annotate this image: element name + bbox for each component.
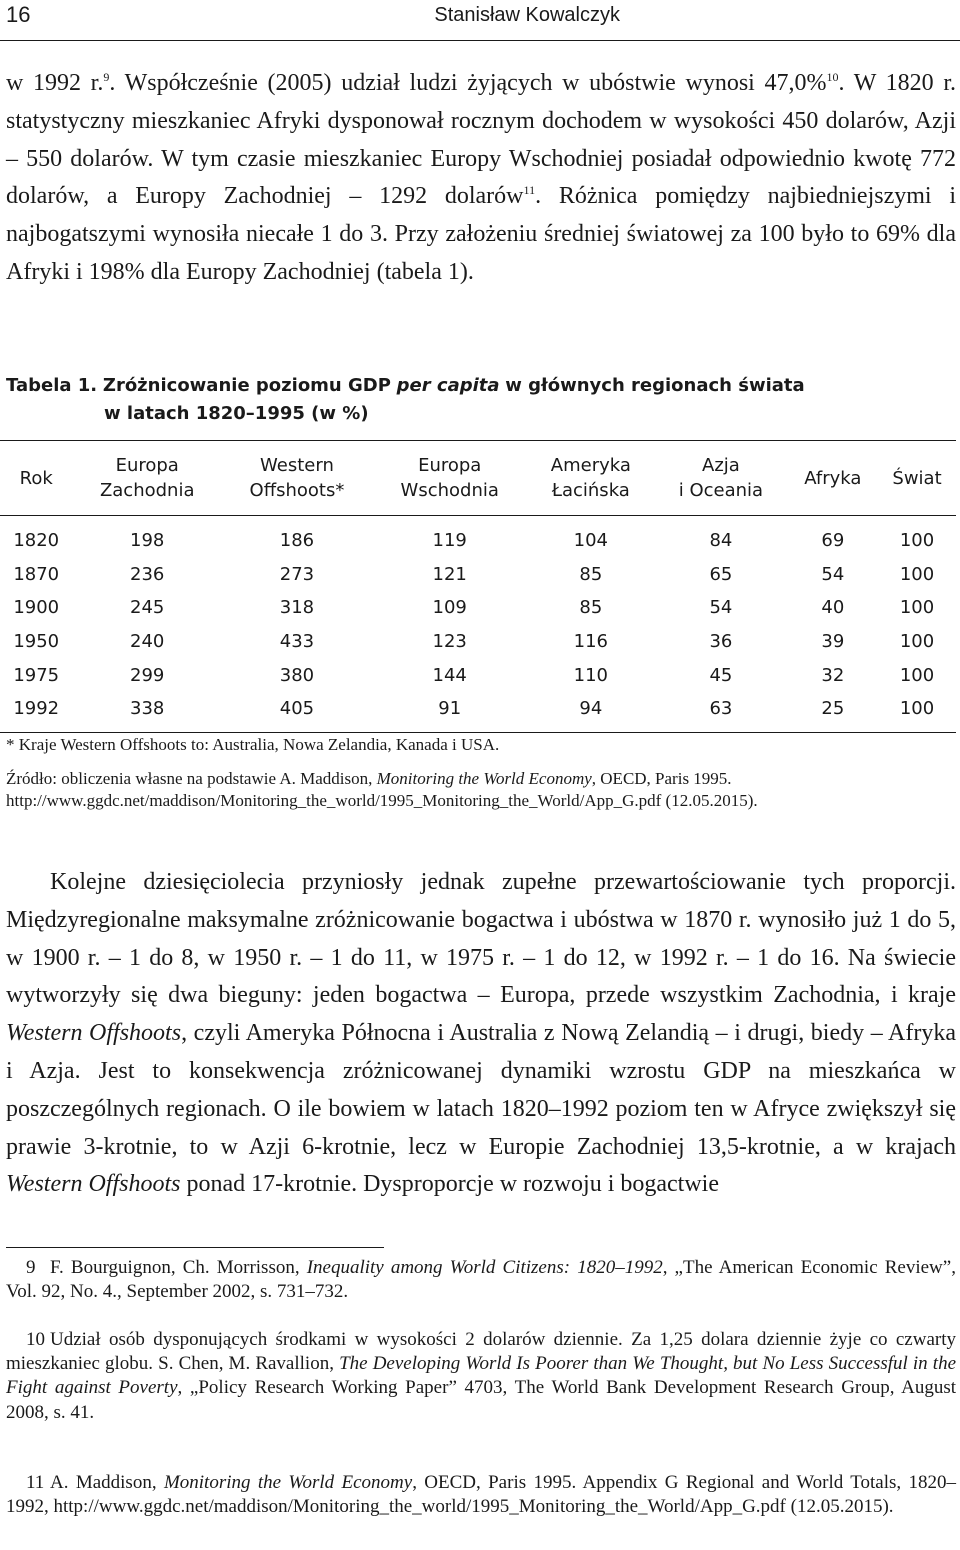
table-caption-label: Tabela 1. <box>6 375 98 396</box>
value-cell: 123 <box>432 631 467 653</box>
footnote-11-number: 11 <box>26 1472 45 1493</box>
value-cell: 65 <box>709 563 733 585</box>
value-cell: 54 <box>821 563 845 585</box>
value-cell: 198 <box>130 530 165 552</box>
value-cell: 94 <box>579 698 603 720</box>
value-cell: 100 <box>899 698 935 720</box>
column-header-line-2: i Oceania <box>678 480 764 501</box>
paragraph-1 <box>6 65 956 292</box>
value-cell: 100 <box>899 664 935 686</box>
footnote-10-text: Udział osób dysponujących środkami w wysokości 2 dolarów dziennie. Za 1,25 dolara dziennie żyje co czwarty mieszkaniec globu. S. Chen, M. Ravallion, <box>6 1329 956 1375</box>
table-source-text: Źródło: obliczenia własne na podstawie A. Maddison, <box>6 769 373 788</box>
page-number: 16 <box>6 2 31 27</box>
column-header-line-2: Łacińska <box>551 480 630 501</box>
value-cell: 380 <box>279 664 315 686</box>
table-caption <box>6 372 956 428</box>
value-cell: 116 <box>573 631 609 653</box>
paragraph-1-text-b: . Współcześnie (2005) udział ludzi żyjących w ubóstwie wynosi 47,0% <box>109 70 827 96</box>
value-cell: 39 <box>821 631 845 653</box>
value-cell: 338 <box>130 698 165 720</box>
paragraph-2-text-b: , czyli Ameryka Północna i Australia z Nową Zelandią – i drugi, biedy – Afryka i Azja. Jest to konsekwencja zróżnicowanej dynamiki wzrostu GDP na mieszkańca w poszczególnych regionach. O ile bowiem w latach 1820–1992 poziom ten w Afryce zwiększył się prawie 3-krotnie, to w Azji 6-krotnie, lecz w Europie Zachodniej 13,5-krotnie, a w krajach <box>6 1020 956 1160</box>
table-caption-text: Zróżnicowanie poziomu GDP <box>102 375 391 396</box>
column-header-line-2: Zachodnia <box>99 480 195 501</box>
table-caption-italic: per capita <box>396 375 500 396</box>
value-cell: 100 <box>899 563 935 585</box>
paragraph-1-text-d: . Różnica pomiędzy najbiedniejszymi i najbogatszymi wynosiła niecałe 1 do 3. Przy założeniu średniej światowej za 100 było to 69% dla Afryki i 198% dla Europy Zachodniej (tabela 1). <box>6 183 956 285</box>
value-cell: 85 <box>579 597 603 619</box>
year-cell: 1870 <box>13 563 60 585</box>
column-header-line-2: Offshoots* <box>249 480 345 501</box>
footnote-9-text-end: , „The American Economic Review”, Vol. 92, No. 4., September 2002, s. 731–732. <box>6 1257 956 1303</box>
running-header <box>0 0 960 42</box>
footnote-10-text-end: , „Policy Research Working Paper” 4703, The World Bank Development Research Group, August 2008, s. 41. <box>6 1377 956 1423</box>
table-body <box>0 516 956 733</box>
year-cell: 1820 <box>13 530 60 552</box>
footnote-9-number: 9 <box>26 1257 36 1278</box>
value-cell: 32 <box>821 664 845 686</box>
footnote-ref-10[interactable]: 10 <box>826 70 839 84</box>
table-caption-line-2: w latach 1820–1995 (w %) <box>104 403 369 424</box>
paragraph-2 <box>6 864 956 1204</box>
table-source <box>6 768 960 812</box>
paragraph-2-text-a: Kolejne dziesięciolecia przyniosły jednak zupełne przewartościowanie tych proporcji. Międzyregionalne maksymalne zróżnicowanie bogactwa i ubóstwa w 1870 r. wynosiło już 1 do 5, w 1900 r. – 1 do 8, w 1950 r. – 1 do 11, w 1975 r. – 1 do 12, w 1992 r. – 1 do 16. Na świecie wytworzyły się dwa bieguny: jeden bogactwa – Europa, przede wszystkim Zachodnia, i kraje <box>6 869 956 1009</box>
value-cell: 36 <box>709 631 733 653</box>
gdp-table <box>0 440 956 733</box>
column-header <box>527 441 654 516</box>
table-row <box>0 516 956 558</box>
year-cell: 1950 <box>13 631 60 653</box>
column-header <box>878 441 956 516</box>
column-header-line-1: Azja <box>702 455 740 476</box>
value-cell: 91 <box>438 698 462 720</box>
footnote-9-text: F. Bourguignon, Ch. Morrisson, <box>50 1257 300 1278</box>
value-cell: 109 <box>432 597 467 619</box>
value-cell: 186 <box>279 530 315 552</box>
year-cell: 1992 <box>13 698 60 720</box>
value-cell: 100 <box>899 631 935 653</box>
column-header <box>0 441 72 516</box>
footnote-9-italic: Inequality among World Citizens: 1820–1992 <box>306 1257 663 1278</box>
value-cell: 40 <box>821 597 845 619</box>
column-header <box>372 441 528 516</box>
column-header-line-1: Western <box>260 455 334 476</box>
column-header-line-1: Rok <box>19 467 53 489</box>
value-cell: 85 <box>579 563 603 585</box>
value-cell: 104 <box>573 530 609 552</box>
value-cell: 318 <box>279 597 315 619</box>
value-cell: 121 <box>432 563 467 585</box>
table-row <box>0 625 956 659</box>
table-source-italic: Monitoring the World Economy <box>376 769 592 788</box>
table-header-row <box>0 441 956 516</box>
value-cell: 299 <box>130 664 165 686</box>
footnote-ref-9[interactable]: 9 <box>103 70 110 84</box>
value-cell: 433 <box>279 631 315 653</box>
value-cell: 84 <box>709 530 733 552</box>
value-cell: 245 <box>130 597 165 619</box>
value-cell: 405 <box>279 698 315 720</box>
table-row <box>0 591 956 625</box>
value-cell: 100 <box>899 530 935 552</box>
table-row <box>0 658 956 692</box>
column-header-line-1: Świat <box>892 467 942 489</box>
value-cell: 273 <box>279 563 315 585</box>
value-cell: 236 <box>130 563 165 585</box>
header-rule <box>0 40 960 41</box>
paragraph-2-italic-1: Western Offshoots <box>6 1020 182 1047</box>
value-cell: 69 <box>821 530 845 552</box>
column-header <box>222 441 372 516</box>
column-header <box>72 441 222 516</box>
footnote-11-italic: Monitoring the World Economy <box>163 1472 413 1493</box>
table-source-text-end: , OECD, Paris 1995. http://www.ggdc.net/maddison/Monitoring_the_world/1995_Monitoring_the_World/App_G.pdf (12.05.2015). <box>6 769 758 810</box>
paragraph-1-text-a: w 1992 r. <box>6 70 104 96</box>
column-header-line-1: Ameryka <box>550 455 631 476</box>
column-header-line-1: Europa <box>418 455 482 476</box>
value-cell: 25 <box>821 698 845 720</box>
footnote-11-text-end: , OECD, Paris 1995. Appendix G Regional and World Totals, 1820–1992, http://www.ggdc.net/maddison/Monitoring_the_world/1995_Monitoring_the_World/App_G.pdf (12.05.2015). <box>6 1472 957 1518</box>
value-cell: 240 <box>130 631 165 653</box>
table-row <box>0 692 956 732</box>
value-cell: 144 <box>432 664 467 686</box>
value-cell: 54 <box>709 597 733 619</box>
table-footnote: * Kraje Western Offshoots to: Australia, Nowa Zelandia, Kanada i USA. <box>6 735 500 754</box>
table-caption-text-end: w głównych regionach świata <box>505 375 805 396</box>
paragraph-2-text-c: ponad 17-krotnie. Dysproporcje w rozwoju i bogactwie <box>186 1171 719 1198</box>
footnote-10 <box>6 1328 956 1425</box>
value-cell: 45 <box>709 664 733 686</box>
table-row <box>0 558 956 592</box>
year-cell: 1975 <box>13 664 60 686</box>
column-header-line-2: Wschodnia <box>400 480 499 501</box>
column-header-line-1: Afryka <box>804 467 862 489</box>
footnote-11 <box>6 1471 956 1519</box>
footnote-11-text: A. Maddison, <box>50 1472 157 1493</box>
value-cell: 100 <box>899 597 935 619</box>
paragraph-1-text-c: . W 1820 r. statystyczny mieszkaniec Afryki dysponował rocznym dochodem w wysokości 450 dolarów, Azji – 550 dolarów. W tym czasie mieszkaniec Europy Wschodniej posiadał odpowiednio kwotę 772 dolarów, a Europy Zachodniej – 1292 dolarów <box>6 70 957 210</box>
footnote-10-number: 10 <box>26 1329 45 1350</box>
footnote-10-italic: The Developing World Is Poorer than We Thought, but No Less Successful in the Fight against Poverty <box>6 1353 957 1399</box>
column-header <box>654 441 787 516</box>
paragraph-2-italic-2: Western Offshoots <box>6 1171 181 1198</box>
footnote-9 <box>6 1256 956 1304</box>
value-cell: 119 <box>432 530 467 552</box>
value-cell: 63 <box>709 698 733 720</box>
running-head-author: Stanisław Kowalczyk <box>434 4 620 26</box>
value-cell: 110 <box>573 664 609 686</box>
year-cell: 1900 <box>13 597 60 619</box>
footnote-ref-11[interactable]: 11 <box>523 183 536 198</box>
column-header-line-1: Europa <box>115 455 179 476</box>
footnote-separator <box>6 1247 384 1248</box>
column-header <box>788 441 878 516</box>
